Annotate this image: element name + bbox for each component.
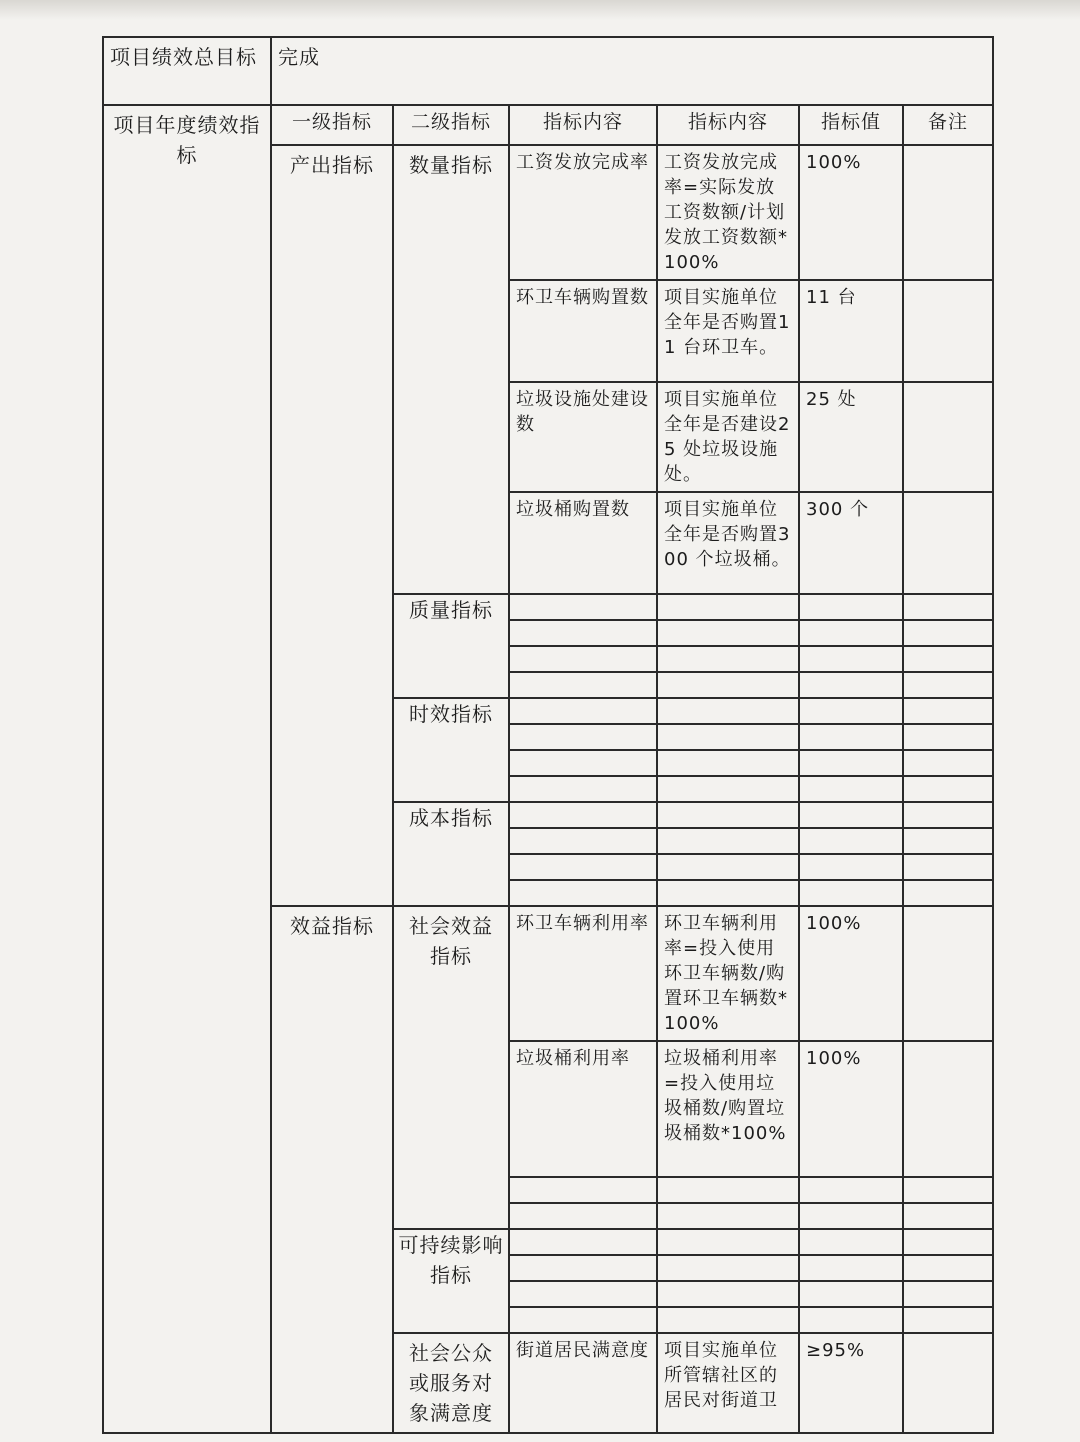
performance-table: [102, 36, 994, 1434]
empty-cell: [657, 802, 799, 828]
empty-cell: [799, 828, 903, 854]
empty-cell: [657, 828, 799, 854]
empty-cell: [509, 1255, 657, 1281]
empty-cell: [657, 594, 799, 620]
empty-cell: [657, 854, 799, 880]
goal-value: 完成: [271, 37, 993, 105]
indicator-name: 垃圾桶利用率: [509, 1041, 657, 1177]
empty-cell: [799, 750, 903, 776]
empty-cell: [799, 1177, 903, 1203]
header-level2: 二级指标: [393, 105, 509, 145]
empty-cell: [657, 1255, 799, 1281]
empty-cell: [799, 854, 903, 880]
empty-cell: [657, 672, 799, 698]
indicator-value: ≥95%: [799, 1333, 903, 1433]
empty-cell: [657, 1177, 799, 1203]
indicator-remark: [903, 906, 993, 1041]
indicator-value: 25 处: [799, 382, 903, 492]
level2-quantity: 数量指标: [393, 145, 509, 594]
empty-cell: [509, 594, 657, 620]
empty-cell: [509, 828, 657, 854]
indicator-desc: 项目实施单位所管辖社区的居民对街道卫: [657, 1333, 799, 1433]
empty-cell: [903, 1281, 993, 1307]
header-remark: 备注: [903, 105, 993, 145]
empty-cell: [799, 620, 903, 646]
empty-cell: [903, 594, 993, 620]
empty-cell: [903, 880, 993, 906]
indicator-remark: [903, 280, 993, 382]
empty-cell: [903, 776, 993, 802]
level1-benefit: 效益指标: [271, 906, 393, 1433]
empty-cell: [799, 776, 903, 802]
empty-cell: [799, 724, 903, 750]
empty-cell: [509, 1203, 657, 1229]
indicator-desc: 垃圾桶利用率=投入使用垃圾桶数/购置垃圾桶数*100%: [657, 1041, 799, 1177]
empty-cell: [509, 750, 657, 776]
empty-cell: [657, 880, 799, 906]
empty-cell: [903, 620, 993, 646]
empty-cell: [657, 1229, 799, 1255]
empty-cell: [657, 724, 799, 750]
level2-cost: 成本指标: [393, 802, 509, 906]
empty-cell: [657, 1281, 799, 1307]
indicator-remark: [903, 1041, 993, 1177]
empty-cell: [657, 620, 799, 646]
empty-cell: [799, 1281, 903, 1307]
level2-timeliness: 时效指标: [393, 698, 509, 802]
section-label: 项目年度绩效指标: [103, 105, 271, 1433]
indicator-remark: [903, 145, 993, 280]
empty-cell: [903, 724, 993, 750]
empty-cell: [509, 1229, 657, 1255]
empty-cell: [903, 1203, 993, 1229]
empty-cell: [903, 802, 993, 828]
indicator-name: 街道居民满意度: [509, 1333, 657, 1433]
empty-cell: [799, 880, 903, 906]
empty-cell: [903, 698, 993, 724]
header-row: [103, 105, 993, 145]
empty-cell: [903, 828, 993, 854]
empty-cell: [799, 1255, 903, 1281]
empty-cell: [509, 1177, 657, 1203]
empty-cell: [903, 1177, 993, 1203]
empty-cell: [657, 750, 799, 776]
level2-quality: 质量指标: [393, 594, 509, 698]
goal-row: [103, 37, 993, 105]
empty-cell: [799, 646, 903, 672]
level2-sustain: 可持续影响指标: [393, 1229, 509, 1333]
indicator-remark: [903, 382, 993, 492]
empty-cell: [657, 1203, 799, 1229]
indicator-name: 环卫车辆利用率: [509, 906, 657, 1041]
indicator-desc: 工资发放完成率=实际发放工资数额/计划发放工资数额*100%: [657, 145, 799, 280]
indicator-name: 环卫车辆购置数: [509, 280, 657, 382]
indicator-desc: 项目实施单位全年是否购置11 台环卫车。: [657, 280, 799, 382]
empty-cell: [903, 1255, 993, 1281]
indicator-name: 工资发放完成率: [509, 145, 657, 280]
empty-cell: [657, 646, 799, 672]
empty-cell: [799, 1229, 903, 1255]
indicator-desc: 项目实施单位全年是否购置300 个垃圾桶。: [657, 492, 799, 594]
empty-cell: [509, 854, 657, 880]
indicator-desc: 项目实施单位全年是否建设25 处垃圾设施处。: [657, 382, 799, 492]
empty-cell: [903, 1307, 993, 1333]
goal-label: 项目绩效总目标: [103, 37, 271, 105]
indicator-name: 垃圾桶购置数: [509, 492, 657, 594]
empty-cell: [799, 802, 903, 828]
empty-cell: [799, 1307, 903, 1333]
empty-cell: [657, 776, 799, 802]
indicator-remark: [903, 1333, 993, 1433]
level1-output: 产出指标: [271, 145, 393, 906]
empty-cell: [799, 1203, 903, 1229]
indicator-remark: [903, 492, 993, 594]
indicator-desc: 环卫车辆利用率=投入使用环卫车辆数/购置环卫车辆数*100%: [657, 906, 799, 1041]
performance-sheet: [102, 36, 992, 1434]
empty-cell: [509, 646, 657, 672]
indicator-value: 100%: [799, 1041, 903, 1177]
empty-cell: [509, 1307, 657, 1333]
indicator-value: 100%: [799, 145, 903, 280]
empty-cell: [509, 880, 657, 906]
indicator-value: 11 台: [799, 280, 903, 382]
empty-cell: [903, 646, 993, 672]
header-content-b: 指标内容: [657, 105, 799, 145]
header-value: 指标值: [799, 105, 903, 145]
empty-cell: [509, 1281, 657, 1307]
empty-cell: [509, 672, 657, 698]
empty-cell: [657, 1307, 799, 1333]
level2-satisfaction: 社会公众或服务对象满意度: [393, 1333, 509, 1433]
level2-social: 社会效益指标: [393, 906, 509, 1229]
empty-cell: [799, 672, 903, 698]
header-content-a: 指标内容: [509, 105, 657, 145]
empty-cell: [799, 698, 903, 724]
empty-cell: [657, 698, 799, 724]
indicator-name: 垃圾设施处建设数: [509, 382, 657, 492]
empty-cell: [903, 1229, 993, 1255]
empty-cell: [509, 698, 657, 724]
empty-cell: [509, 724, 657, 750]
page-top-edge: [0, 0, 1080, 20]
empty-cell: [903, 854, 993, 880]
empty-cell: [903, 672, 993, 698]
indicator-value: 100%: [799, 906, 903, 1041]
empty-cell: [799, 594, 903, 620]
empty-cell: [903, 750, 993, 776]
indicator-value: 300 个: [799, 492, 903, 594]
header-level1: 一级指标: [271, 105, 393, 145]
empty-cell: [509, 776, 657, 802]
empty-cell: [509, 620, 657, 646]
empty-cell: [509, 802, 657, 828]
